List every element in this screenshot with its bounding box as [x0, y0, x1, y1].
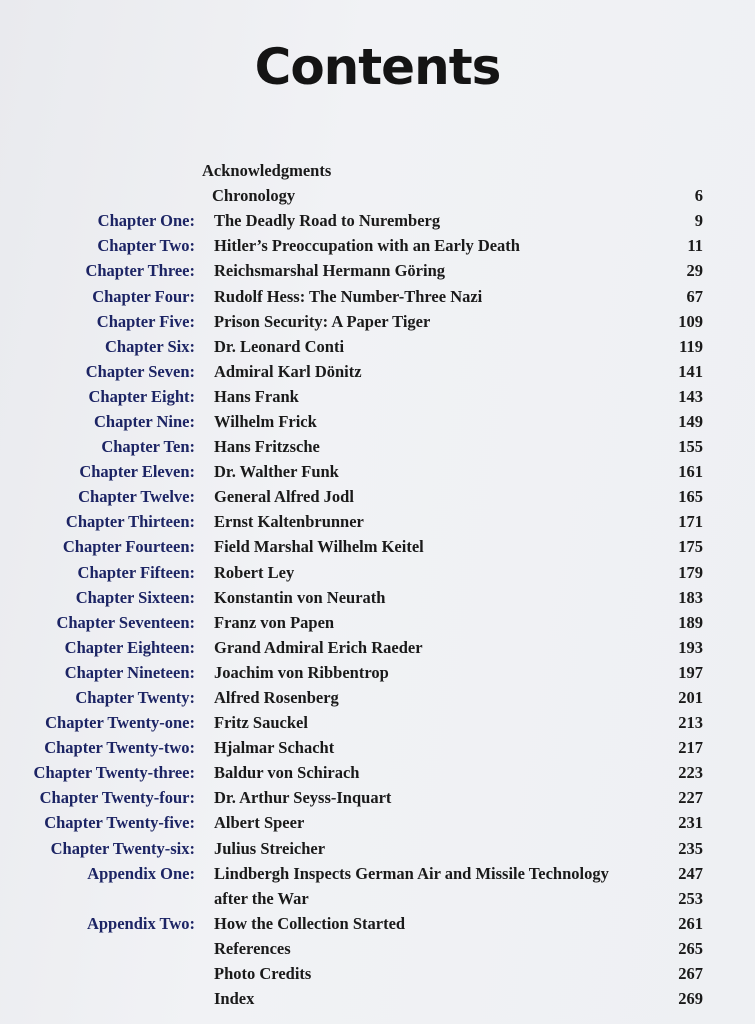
toc-row: [0, 685, 755, 711]
toc-row: [0, 961, 755, 987]
toc-entry-label: Chapter Sixteen:: [75, 588, 195, 607]
toc-entry-title: Reichsmarshal Hermann Göring: [214, 261, 445, 280]
toc-entry-page: 223: [678, 763, 703, 782]
toc-entry-page: 227: [678, 788, 703, 807]
toc-entry-label: Chapter Two:: [97, 236, 195, 255]
toc-row: [0, 208, 755, 234]
toc-entry-title: Hans Fritzsche: [214, 437, 320, 456]
toc-entry-page: 171: [678, 512, 703, 531]
toc-entry-label: Chapter Twenty-three:: [33, 763, 195, 782]
toc-row: [0, 258, 755, 284]
toc-entry-page: 217: [678, 738, 703, 757]
toc-entry-page: 201: [678, 688, 703, 707]
toc-entry-page: 11: [687, 236, 703, 255]
toc-entry-label: Chapter Nineteen:: [64, 663, 195, 682]
toc-row: [0, 836, 755, 862]
toc-entry-title: Admiral Karl Dönitz: [214, 362, 362, 381]
toc-entry-label: Chapter Twenty-five:: [44, 813, 195, 832]
toc-row: [0, 785, 755, 811]
toc-row: [0, 760, 755, 786]
toc-row-acknowledgments: [0, 158, 755, 184]
toc-entry-page: 247: [678, 864, 703, 883]
toc-row: [0, 810, 755, 836]
toc-entry-page: 193: [678, 638, 703, 657]
toc-entry-title: Index: [214, 989, 255, 1008]
toc-entry-title: Rudolf Hess: The Number-Three Nazi: [214, 287, 483, 306]
toc-entry-page: 253: [678, 889, 703, 908]
toc-entry-label: Appendix One:: [87, 864, 195, 883]
toc-entry-page: 183: [678, 588, 703, 607]
toc-entry-label: Chapter Six:: [105, 337, 195, 356]
toc-entry-label: Chapter Eleven:: [79, 462, 195, 481]
toc-entry-title: Photo Credits: [214, 964, 312, 983]
toc-entry-title: Albert Speer: [214, 813, 305, 832]
toc-entry-title: Franz von Papen: [214, 613, 335, 632]
toc-entry-label: Chapter Thirteen:: [65, 512, 195, 531]
toc-entry-label: Chapter Ten:: [101, 437, 195, 456]
toc-entry-page: 261: [678, 914, 703, 933]
toc-entry-title: Dr. Leonard Conti: [214, 337, 345, 356]
toc-entry-title: The Deadly Road to Nuremberg: [214, 211, 441, 230]
toc-entry-label: Chapter Three:: [85, 261, 195, 280]
toc-entry-page: 267: [678, 964, 703, 983]
toc-entry-page: 9: [694, 211, 703, 230]
toc-row: [0, 986, 755, 1012]
toc-entry-title: Lindbergh Inspects German Air and Missile Technology: [214, 864, 609, 883]
toc-entry-page: 119: [679, 337, 703, 356]
toc-entry-title: Acknowledgments: [202, 161, 332, 180]
toc-entry-label: Chapter Twenty-six:: [50, 839, 195, 858]
toc-entry-page: 141: [678, 362, 703, 381]
toc-entry-page: 179: [678, 563, 703, 582]
toc-entry-page: 213: [678, 713, 703, 732]
toc-row: [0, 409, 755, 435]
toc-entry-label: Chapter Seventeen:: [56, 613, 195, 632]
toc-entry-page: 29: [686, 261, 703, 280]
toc-row: [0, 886, 755, 912]
toc-row: [0, 534, 755, 560]
toc-entry-title: Grand Admiral Erich Raeder: [214, 638, 423, 657]
toc-row: [0, 635, 755, 661]
toc-row: [0, 710, 755, 736]
toc-row: [0, 284, 755, 310]
toc-entry-title: References: [214, 939, 291, 958]
toc-entry-page: 6: [694, 186, 703, 205]
toc-entry-title: How the Collection Started: [214, 914, 406, 933]
toc-entry-title: Wilhelm Frick: [214, 412, 317, 431]
toc-entry-label: Chapter Twenty:: [75, 688, 195, 707]
toc-row: [0, 233, 755, 259]
toc-entry-label: Chapter Eight:: [88, 387, 195, 406]
toc-entry-title: Robert Ley: [214, 563, 295, 582]
toc-entry-label: Chapter Fifteen:: [77, 563, 195, 582]
toc-entry-title: Prison Security: A Paper Tiger: [214, 312, 431, 331]
toc-entry-title: Fritz Sauckel: [214, 713, 308, 732]
toc-entry-title: Hitler’s Preoccupation with an Early Death: [214, 236, 520, 255]
toc-entry-page: 197: [678, 663, 703, 682]
toc-row: [0, 334, 755, 360]
toc-entry-label: Chapter Twenty-one:: [45, 713, 195, 732]
toc-row: [0, 434, 755, 460]
toc-entry-title: Field Marshal Wilhelm Keitel: [214, 537, 424, 556]
toc-entry-label: Chapter Twenty-two:: [44, 738, 195, 757]
toc-entry-page: 165: [678, 487, 703, 506]
toc-row: [0, 660, 755, 686]
toc-entry-label: Chapter Four:: [92, 287, 195, 306]
toc-entry-page: 143: [678, 387, 703, 406]
toc-entry-page: 189: [678, 613, 703, 632]
toc-entry-label: Chapter Twenty-four:: [39, 788, 195, 807]
toc-row: [0, 861, 755, 887]
toc-row: [0, 936, 755, 962]
toc-entry-title: Dr. Walther Funk: [214, 462, 339, 481]
toc-row: [0, 509, 755, 535]
toc-entry-title: General Alfred Jodl: [214, 487, 354, 506]
toc-entry-title: Konstantin von Neurath: [214, 588, 386, 607]
toc-entry-page: 235: [678, 839, 703, 858]
toc-row: [0, 359, 755, 385]
toc-row-chronology: [0, 183, 755, 209]
toc-entry-title: Hans Frank: [214, 387, 299, 406]
toc-entry-label: Chapter Fourteen:: [62, 537, 195, 556]
toc-row: [0, 585, 755, 611]
toc-entry-page: 175: [678, 537, 703, 556]
toc-entry-title: Joachim von Ribbentrop: [214, 663, 389, 682]
toc-entry-page: 265: [678, 939, 703, 958]
toc-entry-label: Chapter Eighteen:: [64, 638, 195, 657]
toc-row: [0, 911, 755, 937]
toc-entry-page: 109: [678, 312, 703, 331]
toc-entry-label: Chapter One:: [97, 211, 195, 230]
toc-row: [0, 610, 755, 636]
toc-entry-title: after the War: [214, 889, 309, 908]
toc-entry-title: Chronology: [212, 186, 296, 205]
toc-entry-page: 67: [686, 287, 703, 306]
toc-entry-title: Dr. Arthur Seyss-Inquart: [214, 788, 392, 807]
toc-row: [0, 309, 755, 335]
toc-entry-title: Baldur von Schirach: [214, 763, 360, 782]
toc-entry-title: Hjalmar Schacht: [214, 738, 335, 757]
toc-entry-page: 231: [678, 813, 703, 832]
toc-entry-page: 149: [678, 412, 703, 431]
toc-entry-page: 155: [678, 437, 703, 456]
toc-entry-label: Chapter Twelve:: [78, 487, 195, 506]
toc-row: [0, 484, 755, 510]
toc-row: [0, 459, 755, 485]
toc-entry-label: Chapter Seven:: [85, 362, 195, 381]
toc-row: [0, 384, 755, 410]
toc-row: [0, 560, 755, 586]
toc-entry-label: Chapter Five:: [96, 312, 195, 331]
toc-entry-label: Appendix Two:: [86, 914, 195, 933]
toc-entry-title: Ernst Kaltenbrunner: [214, 512, 364, 531]
toc-entry-title: Julius Streicher: [214, 839, 326, 858]
toc-entry-page: 161: [678, 462, 703, 481]
toc-row: [0, 735, 755, 761]
toc-entry-label: Chapter Nine:: [94, 412, 195, 431]
toc-entry-page: 269: [678, 989, 703, 1008]
page-title: Contents: [254, 38, 501, 96]
toc-entry-title: Alfred Rosenberg: [214, 688, 339, 707]
